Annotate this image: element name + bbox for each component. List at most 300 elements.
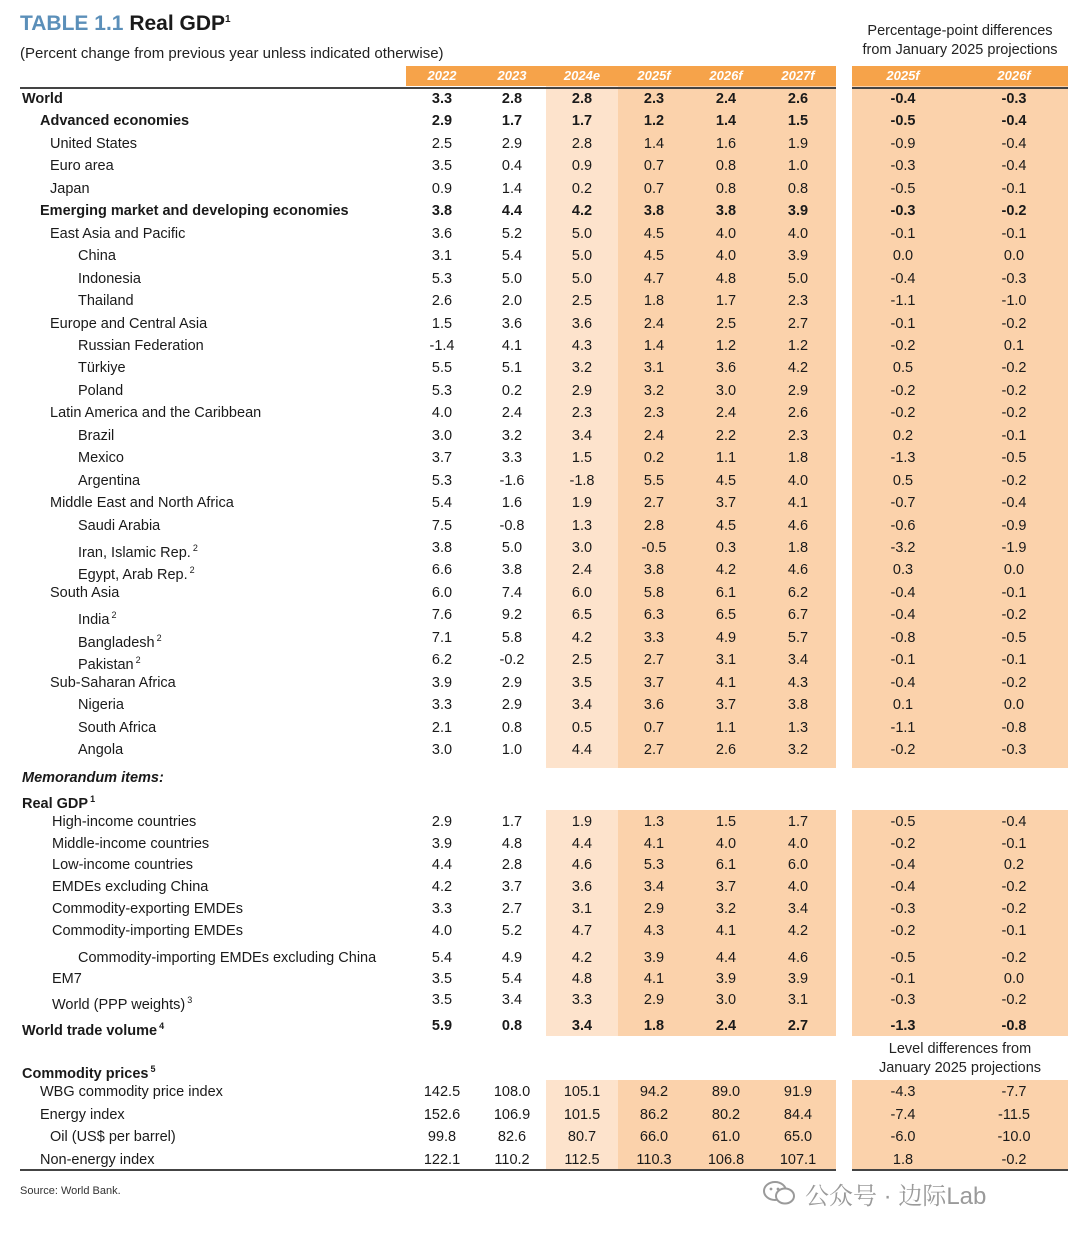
value-cell: 7.5 [431,517,453,534]
row-label [52,854,193,876]
value-cell: 3.1 [715,652,737,669]
year-header: 2025f [637,68,671,83]
value-cell: 5.3 [431,270,453,287]
value-cell: 0.3 [715,540,737,556]
diff-cell: -3.2 [890,540,916,556]
value-cell: 4.5 [715,472,737,489]
row-label-text: Oil (US$ per barrel) [50,1129,176,1145]
value-cell: 122.1 [423,1151,461,1168]
value-cell: 4.7 [643,270,665,287]
diff-cell: -0.2 [1001,879,1027,896]
value-cell: 4.8 [571,970,593,987]
diff-cell: -4.3 [890,1084,916,1100]
table-row [0,1126,1080,1148]
value-cell: -1.8 [569,472,595,489]
value-cell: -0.2 [499,652,525,669]
row-label-text: Middle East and North Africa [50,495,234,512]
diff-cell: -0.4 [890,584,916,601]
row-label [78,245,116,267]
value-cell: 3.1 [431,248,453,265]
value-cell: 2.3 [787,427,809,444]
row-label [78,290,134,312]
value-cell: 105.1 [563,1084,601,1100]
value-cell: 2.8 [571,135,593,152]
diff-cell: -0.2 [890,382,916,399]
value-cell: -1.6 [499,472,525,489]
diff-cell: -1.3 [890,1018,916,1034]
pp-diff-header-line1: Percentage-point differences [867,23,1053,39]
value-cell: 1.5 [787,113,809,130]
table-title-text: Real GDP [129,12,226,35]
value-cell: 4.4 [431,857,453,874]
value-cell: 0.7 [643,158,665,175]
row-label-text: EMDEs excluding China [52,879,209,896]
diff-cell: -0.1 [1001,180,1027,197]
value-cell: 4.8 [715,270,737,287]
table-row [0,515,1080,537]
table-row [0,943,1080,969]
commodity-heading-text: Commodity prices [22,1065,149,1082]
value-cell: 1.9 [787,135,809,152]
value-cell: 1.7 [715,293,737,310]
diff-cell: -0.2 [1001,1151,1027,1168]
value-cell: 2.4 [715,405,737,422]
diff-cell: -0.8 [890,629,916,646]
row-label-text: Poland [78,382,124,399]
source-note: Source: World Bank. [20,1185,121,1197]
table-row [0,627,1080,649]
value-cell: 2.3 [643,91,665,107]
value-cell: 2.7 [643,742,665,759]
value-cell: 2.7 [643,652,665,669]
diff-cell: -0.4 [890,674,916,691]
diff-cell: -0.5 [1001,629,1027,646]
row-label-text: Pakistan [78,657,134,674]
diff-cell: 0.2 [892,427,914,444]
value-cell: 1.5 [715,814,737,830]
diff-cell: -0.3 [890,158,916,175]
value-cell: 110.2 [494,1151,530,1168]
table-row [0,110,1080,132]
value-cell: 1.9 [571,814,593,830]
table-row [0,268,1080,290]
diff-cell: 1.8 [892,1151,914,1168]
diff-cell: -0.2 [1001,900,1027,917]
value-cell: 4.2 [787,360,809,377]
value-cell: 3.3 [501,450,523,467]
row-label-text: Nigeria [78,697,124,714]
value-cell: 2.3 [787,293,809,310]
row-label [78,447,124,469]
row-label-text: Middle-income countries [52,835,210,852]
value-cell: 3.2 [501,427,523,444]
value-cell: 4.2 [787,922,809,939]
value-cell: 2.2 [715,427,737,444]
value-cell: 5.7 [787,629,809,646]
row-label [50,402,261,424]
value-cell: 5.0 [571,225,593,242]
value-cell: 0.8 [787,180,809,197]
diff-cell: 0.1 [1003,337,1025,354]
diff-cell: -0.2 [1001,950,1027,967]
diff-cell: -0.4 [1001,814,1027,830]
value-cell: 2.8 [571,91,593,107]
year-header: 2026f [709,68,743,83]
year-header: 2022 [427,68,457,83]
table-row [0,920,1080,942]
row-label [52,898,243,920]
row-label [52,968,82,990]
row-label [40,110,189,132]
value-cell: 2.5 [431,135,453,152]
value-cell: 6.7 [787,607,809,624]
row-label [40,200,349,222]
memo-realgdp-heading [22,788,95,810]
diff-cell: -0.4 [1001,113,1027,130]
value-cell: 6.5 [571,607,593,624]
value-cell: 9.2 [501,607,523,624]
value-cell: 3.2 [571,360,593,377]
value-cell: 6.2 [787,584,809,601]
value-cell: 4.2 [571,203,593,220]
value-cell: 1.8 [787,540,809,556]
footnote-marker: 5 [150,1064,156,1074]
value-cell: 3.7 [715,879,737,896]
value-cell: 0.8 [715,158,737,175]
value-cell: 5.4 [431,495,453,512]
diff-year-header: 2026f [997,68,1031,83]
value-cell: 110.3 [636,1151,672,1168]
pp-diff-header [852,22,1068,60]
table-row [0,425,1080,447]
value-cell: 4.5 [643,248,665,265]
value-cell: 5.4 [501,970,523,987]
table-row [0,313,1080,335]
value-cell: 4.1 [643,835,665,852]
row-label [78,604,117,629]
value-cell: 3.4 [571,427,593,444]
diff-cell: -0.9 [890,135,916,152]
value-cell: 6.0 [571,584,593,601]
row-label-text: India [78,612,110,629]
diff-cell: -0.8 [1001,1018,1027,1034]
diff-cell: 0.0 [1003,697,1025,714]
value-cell: 3.7 [431,450,453,467]
value-cell: 2.7 [501,900,523,917]
value-cell: 1.4 [643,337,665,354]
value-cell: 5.0 [501,270,523,287]
value-cell: 5.0 [787,270,809,287]
diff-cell: -0.2 [890,337,916,354]
diff-cell: -0.1 [1001,652,1027,669]
diff-cell: -0.6 [890,517,916,534]
value-cell: 5.1 [501,360,523,377]
value-cell: 5.2 [501,225,523,242]
value-cell: 3.8 [787,697,809,714]
diff-cell: -0.2 [890,405,916,422]
value-cell: 1.8 [787,450,809,467]
value-cell: 3.9 [787,248,809,265]
row-label-text: Mexico [78,450,124,467]
diff-cell: -0.2 [890,922,916,939]
diff-cell: 0.0 [1003,970,1025,987]
table-row [0,649,1080,674]
value-cell: 4.7 [571,922,593,939]
value-cell: 1.6 [501,495,523,512]
value-cell: 4.8 [501,835,523,852]
value-cell: 3.2 [643,382,665,399]
value-cell: 94.2 [639,1084,669,1100]
title-footnote: 1 [225,14,231,25]
value-cell: 4.6 [571,857,593,874]
row-label [40,1081,223,1103]
value-cell: 108.0 [493,1084,531,1100]
table-row [0,447,1080,469]
row-label [78,268,141,290]
table-row [0,1149,1080,1171]
value-cell: 2.5 [571,293,593,310]
value-cell: 6.5 [715,607,737,624]
value-cell: 0.2 [643,450,665,467]
value-cell: 1.2 [715,337,737,354]
row-label [78,515,160,537]
table-row [0,717,1080,739]
value-cell: 3.7 [501,879,523,896]
value-cell: 0.8 [501,1018,523,1034]
value-cell: 2.8 [501,857,523,874]
value-cell: 6.0 [787,857,809,874]
value-cell: 4.1 [643,970,665,987]
table-row [0,335,1080,357]
table-row [0,223,1080,245]
value-cell: 0.8 [501,719,523,736]
value-cell: 3.8 [501,562,523,579]
value-cell: 3.0 [431,427,453,444]
diff-cell: 0.5 [892,472,914,489]
value-cell: 2.4 [643,315,665,332]
diff-cell: -0.4 [890,91,916,107]
value-cell: -0.5 [641,540,667,556]
diff-cell: 0.2 [1003,857,1025,874]
diff-cell: -0.4 [1001,495,1027,512]
value-cell: 3.8 [431,203,453,220]
diff-cell: -10.0 [997,1129,1031,1145]
value-cell: 4.6 [787,950,809,967]
diff-cell: -0.2 [1001,674,1027,691]
value-cell: 1.6 [715,135,737,152]
footnote-marker: 4 [159,1021,165,1031]
value-cell: 82.6 [497,1129,527,1145]
row-label [50,133,137,155]
value-cell: 3.5 [431,970,453,987]
level-diff-header-line1: Level differences from [888,1041,1032,1057]
value-cell: 4.2 [431,879,453,896]
value-cell: 1.7 [571,113,593,130]
value-cell: 7.4 [501,584,523,601]
value-cell: 3.8 [643,562,665,579]
value-cell: 3.8 [431,540,453,556]
table-row [0,155,1080,177]
value-cell: 5.0 [501,540,523,556]
footnote-marker: 2 [192,543,198,553]
row-label-text: World trade volume [22,1022,158,1039]
diff-cell: -0.4 [890,270,916,287]
value-cell: 2.9 [431,113,453,130]
value-cell: 101.5 [563,1106,601,1123]
value-cell: 1.9 [571,495,593,512]
value-cell: 2.3 [571,405,593,422]
value-cell: 4.2 [715,562,737,579]
diff-cell: -0.1 [890,225,916,242]
diff-cell: -0.4 [890,607,916,624]
diff-cell: -0.5 [890,950,916,967]
row-label-text: Indonesia [78,270,141,287]
value-cell: 3.9 [431,835,453,852]
row-label [78,627,162,649]
value-cell: 4.2 [571,950,593,967]
value-cell: 3.7 [715,495,737,512]
row-label [78,649,141,674]
value-cell: 2.9 [643,900,665,917]
value-cell: 1.7 [501,113,523,130]
value-cell: 107.1 [779,1151,817,1168]
table-row [0,200,1080,222]
diff-cell: -0.2 [1001,607,1027,624]
diff-cell: -0.4 [890,879,916,896]
value-cell: 3.1 [571,900,593,917]
value-cell: 3.7 [643,674,665,691]
value-cell: 2.4 [643,427,665,444]
value-cell: 4.3 [787,674,809,691]
value-cell: 5.0 [571,248,593,265]
table-row [0,811,1080,833]
value-cell: 0.5 [571,719,593,736]
table-row [0,854,1080,876]
value-cell: 106.8 [707,1151,745,1168]
value-cell: 3.8 [643,203,665,220]
value-cell: 3.6 [571,879,593,896]
row-label [78,559,195,584]
value-cell: 0.9 [431,180,453,197]
value-cell: 1.0 [501,742,523,759]
table-row [0,470,1080,492]
table-row [0,1104,1080,1126]
value-cell: 2.5 [715,315,737,332]
table-row [0,833,1080,855]
row-label [50,582,119,604]
value-cell: 1.5 [571,450,593,467]
value-cell: 2.8 [643,517,665,534]
value-cell: 4.0 [715,835,737,852]
row-label-text: World [22,91,63,107]
value-cell: 2.9 [501,697,523,714]
row-label-text: Brazil [78,427,115,444]
diff-cell: -0.1 [1001,835,1027,852]
value-cell: 3.7 [715,697,737,714]
value-cell: 3.4 [571,1018,593,1034]
value-cell: 2.9 [501,674,523,691]
row-label [50,492,234,514]
row-label-text: High-income countries [52,814,197,830]
value-cell: 4.1 [715,674,737,691]
value-cell: 2.6 [787,405,809,422]
table-row [0,672,1080,694]
value-cell: 3.4 [787,900,809,917]
table-row [0,876,1080,898]
value-cell: 4.9 [715,629,737,646]
diff-cell: -0.5 [890,814,916,830]
value-cell: 152.6 [423,1106,461,1123]
value-cell: 3.0 [431,742,453,759]
row-label [22,1015,164,1037]
value-cell: 3.2 [715,900,737,917]
footnote-marker: 2 [111,610,117,621]
value-cell: 4.5 [643,225,665,242]
value-cell: 0.9 [571,158,593,175]
value-cell: 1.7 [501,814,523,830]
year-header: 2024e [563,68,601,83]
value-cell: 5.9 [431,1018,453,1034]
value-cell: 3.0 [715,382,737,399]
table-row [0,133,1080,155]
table-row [0,88,1080,110]
diff-cell: -0.4 [890,857,916,874]
year-header: 2027f [781,68,815,83]
value-cell: 3.0 [571,540,593,556]
value-cell: 5.4 [431,950,453,967]
value-cell: 4.1 [501,337,523,354]
row-label-text: Saudi Arabia [78,517,161,534]
value-cell: 142.5 [423,1084,461,1100]
value-cell: 1.5 [431,315,453,332]
diff-cell: -7.4 [890,1106,916,1123]
value-cell: 2.7 [787,315,809,332]
row-label-text: Emerging market and developing economies [40,203,349,220]
value-cell: 0.2 [571,180,593,197]
row-label [52,811,196,833]
row-label [78,380,123,402]
diff-cell: -0.1 [1001,584,1027,601]
value-cell: 0.7 [643,719,665,736]
row-label-text: World (PPP weights) [52,997,186,1014]
diff-cell: -0.3 [890,900,916,917]
row-label [50,313,207,335]
diff-cell: -0.2 [1001,405,1027,422]
value-cell: 65.0 [783,1129,813,1145]
memo-heading: Memorandum items: [22,770,164,786]
value-cell: 3.4 [643,879,665,896]
value-cell: 3.2 [787,742,809,759]
value-cell: 1.3 [787,719,809,736]
diff-cell: -0.2 [1001,992,1027,1009]
diff-cell: -0.1 [1001,427,1027,444]
diff-cell: -0.2 [1001,472,1027,489]
row-label-text: Commodity-importing EMDEs [52,922,243,939]
value-cell: 6.3 [643,607,665,624]
value-cell: 4.0 [431,405,453,422]
diff-cell: 0.0 [1003,562,1025,579]
value-cell: 3.5 [431,992,453,1009]
value-cell: 2.4 [501,405,523,422]
row-label [78,694,124,716]
value-cell: 3.9 [643,950,665,967]
diff-cell: -0.8 [1001,719,1027,736]
diff-cell: -0.2 [890,835,916,852]
value-cell: 0.7 [643,180,665,197]
value-cell: 5.5 [431,360,453,377]
diff-cell: -0.3 [890,992,916,1009]
value-cell: 6.0 [431,584,453,601]
